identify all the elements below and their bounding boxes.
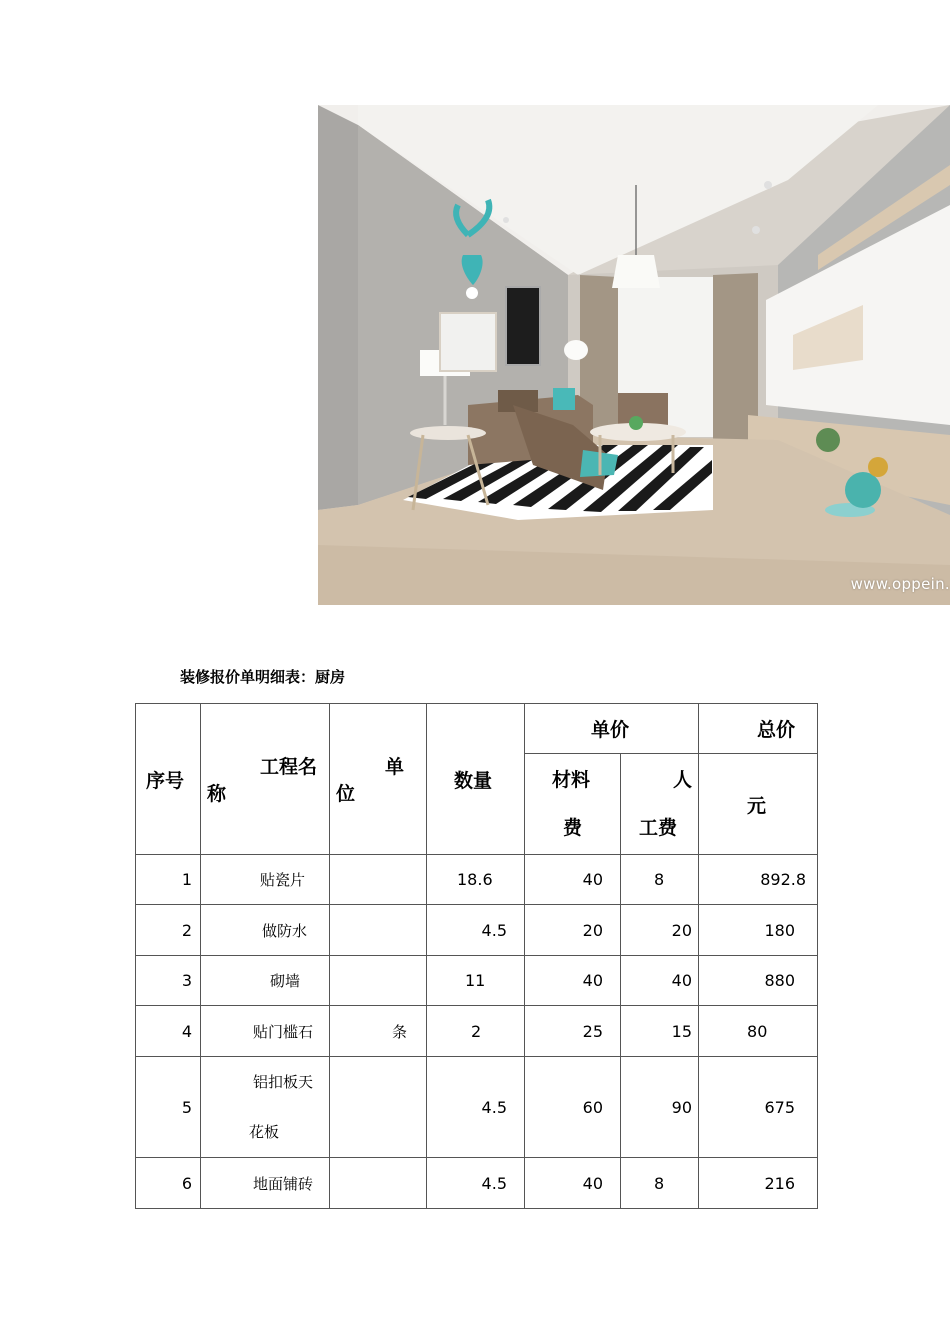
cell-labor: 90: [621, 1057, 699, 1158]
cell-unit: [330, 1158, 427, 1209]
cell-unit: [330, 905, 427, 956]
cell-qty: 4.5: [427, 1057, 525, 1158]
cell-qty: 2: [427, 1006, 525, 1057]
cell-seq: 6: [136, 1158, 201, 1209]
living-room-photo: [318, 105, 950, 605]
table-row: [136, 956, 818, 1006]
cell-unit: [330, 1057, 427, 1158]
cell-material: 20: [525, 905, 621, 956]
cell-total: 675: [699, 1057, 818, 1158]
cell-total: 80: [699, 1006, 818, 1057]
header-name: 工程名 称: [201, 704, 330, 855]
header-labor: 人 工费: [621, 754, 699, 855]
table-row: [136, 1158, 818, 1209]
cell-qty: 4.5: [427, 905, 525, 956]
cell-total: 180: [699, 905, 818, 956]
header-unit: 单 位: [330, 704, 427, 855]
cell-name: 砌墙: [201, 956, 330, 1006]
cell-seq: 4: [136, 1006, 201, 1057]
cell-seq: 5: [136, 1057, 201, 1158]
cell-qty: 11: [427, 956, 525, 1006]
table-row: [136, 905, 818, 956]
table-row: [136, 1057, 818, 1158]
quote-table: [135, 703, 818, 1209]
header-unit-price: 单价: [525, 704, 699, 754]
cell-name: [201, 1057, 330, 1158]
cell-labor: 8: [621, 855, 699, 905]
living-room-illustration: [318, 105, 950, 605]
cell-name: 贴瓷片: [201, 855, 330, 905]
cell-labor: 8: [621, 1158, 699, 1209]
cell-total: 216: [699, 1158, 818, 1209]
cell-labor: 20: [621, 905, 699, 956]
header-yuan: 元: [699, 754, 818, 855]
cell-material: 40: [525, 956, 621, 1006]
header-seq: 序号: [136, 704, 201, 855]
cell-name-line2: 花板: [249, 1123, 280, 1141]
cell-seq: 1: [136, 855, 201, 905]
cell-unit: [330, 956, 427, 1006]
cell-material: 40: [525, 1158, 621, 1209]
cell-qty: 18.6: [427, 855, 525, 905]
header-qty: 数量: [427, 704, 525, 855]
cell-labor: 15: [621, 1006, 699, 1057]
table-title: 装修报价单明细表：厨房: [180, 668, 346, 686]
cell-material: 25: [525, 1006, 621, 1057]
header-material: 材料 费: [525, 754, 621, 855]
header-total: 总价: [699, 704, 818, 754]
cell-unit: 条: [330, 1006, 427, 1057]
cell-unit: [330, 855, 427, 905]
cell-name: 地面铺砖: [201, 1158, 330, 1209]
cell-qty: 4.5: [427, 1158, 525, 1209]
cell-labor: 40: [621, 956, 699, 1006]
cell-total: 880: [699, 956, 818, 1006]
cell-material: 40: [525, 855, 621, 905]
cell-name: 做防水: [201, 905, 330, 956]
cell-name: 贴门槛石: [201, 1006, 330, 1057]
cell-material: 60: [525, 1057, 621, 1158]
photo-watermark: www.oppein.: [850, 575, 950, 593]
cell-seq: 2: [136, 905, 201, 956]
table-row: [136, 855, 818, 905]
table-row: [136, 1006, 818, 1057]
cell-seq: 3: [136, 956, 201, 1006]
cell-name-line1: 铝扣板天: [253, 1073, 314, 1091]
cell-total: 892.8: [699, 855, 818, 905]
